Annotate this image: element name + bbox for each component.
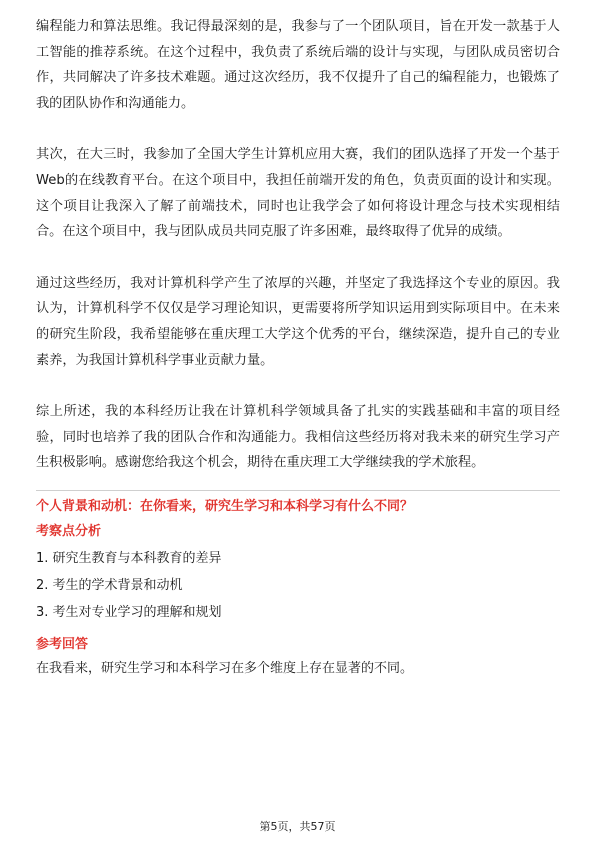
reference-answer-text: 在我看来，研究生学习和本科学习在多个维度上存在显著的不同。 [36,660,414,676]
paragraph-gap [36,373,560,399]
body-paragraph-4: 综上所述，我的本科经历让我在计算机科学领域具备了扎实的实践基础和丰富的项目经验，同时也培养了我的团队合作和沟通能力。我相信这些经历将对我未来的研究生学习产生积极影响。感谢您给我这个机会，期待在重庆理工大学继续我的学术旅程。 [36,404,560,471]
analysis-item-3: 3. 考生对专业学习的理解和规划 [36,604,222,620]
analysis-label: 考察点分析 [36,523,102,539]
paragraph-gap [36,116,560,142]
reference-answer-label: 参考回答 [36,636,89,652]
paragraph-gap [36,245,560,271]
analysis-list [36,545,560,626]
analysis-item-2: 2. 考生的学术背景和动机 [36,577,183,593]
section-divider [36,490,560,491]
body-paragraph-1: 编程能力和算法思维。我记得最深刻的是，我参与了一个团队项目，旨在开发一款基于人工智能的推荐系统。在这个过程中，我负责了系统后端的设计与实现，与团队成员密切合作，共同解决了许多技术难题。通过这次经历，我不仅提升了自己的编程能力，也锻炼了我的团队协作和沟通能力。 [36,19,560,111]
page-number-footer: 第5页，共57页 [259,820,336,833]
interview-question: 个人背景和动机：在你看来，研究生学习和本科学习有什么不同？ [36,498,414,514]
analysis-item-1: 1. 研究生教育与本科教育的差异 [36,550,222,566]
body-paragraph-2: 其次，在大三时，我参加了全国大学生计算机应用大赛，我们的团队选择了开发一个基于Web的在线教育平台。在这个项目中，我担任前端开发的角色，负责页面的设计和实现。这个项目让我深入了解了前端技术，同时也让我学会了如何将设计理念与技术实现相结合。在这个项目中，我与团队成员共同克服了许多困难，最终取得了优异的成绩。 [36,147,560,240]
body-paragraph-3: 通过这些经历，我对计算机科学产生了浓厚的兴趣，并坚定了我选择这个专业的原因。我认为，计算机科学不仅仅是学习理论知识，更需要将所学知识运用到实际项目中。在未来的研究生阶段，我希望能够在重庆理工大学这个优秀的平台，继续深造，提升自己的专业素养，为我国计算机科学事业贡献力量。 [36,275,560,368]
page-content [36,14,560,682]
